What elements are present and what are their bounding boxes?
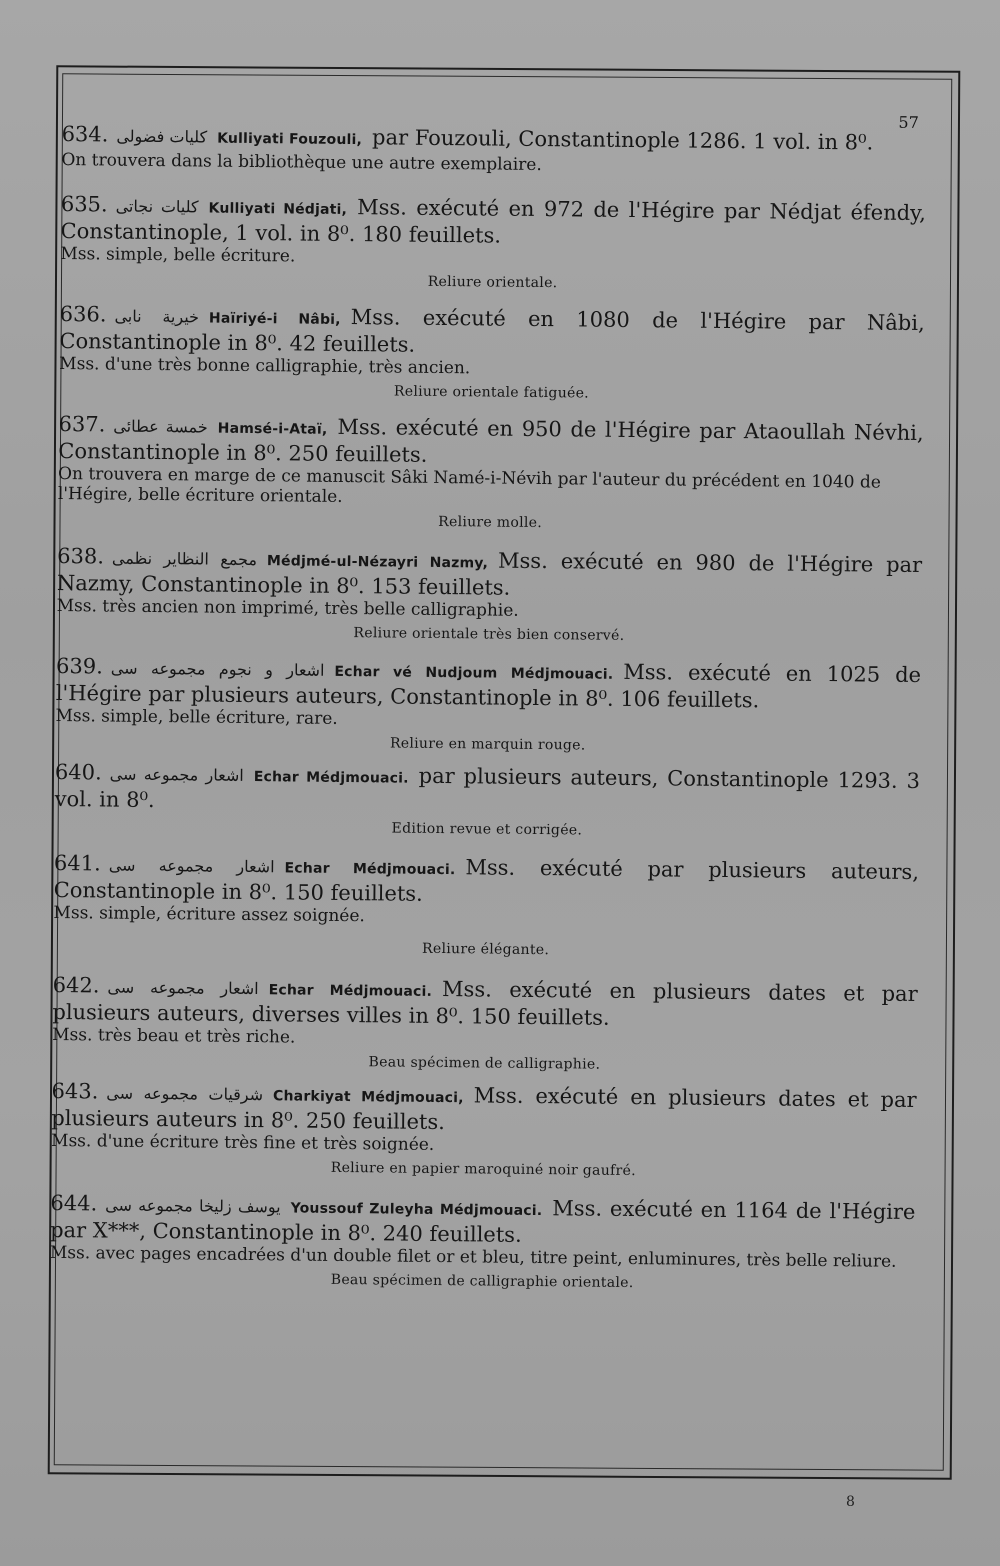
arabic-title: اشعار و نجوم مجموعه سى [110,658,325,680]
entry-text: Mss. exécuté en plusieurs dates et par plusieurs auteurs, diverses villes in 8⁰. 150 feuillets. [52,977,918,1030]
entry-text: par plusieurs auteurs, Constantinople 1293. 3 vol. in 8⁰. [54,763,921,813]
entry-note: Mss. simple, belle écriture. [60,243,296,267]
binding-note: Beau spécimen de calligraphie. [368,1054,601,1073]
entry-635 [60,192,926,295]
binding-note: Reliure élégante. [422,940,550,959]
entry-text: Mss. exécuté en plusieurs dates et par plusieurs auteurs in 8⁰. 250 feuillets. [51,1083,917,1135]
entry-number: 637. [58,411,106,437]
entry-title: Haïriyé-i Nâbi, [208,310,341,328]
signature-mark: 8 [846,1494,855,1510]
entry-note: On trouvera en marge de ce manuscit Sâki Namé-i-Névih par l'auteur du précédent en 1040 de l'Hégire, belle écriture orientale. [57,463,881,507]
arabic-title: خيرية نابى [114,306,200,327]
entry-title: Kulliyati Fouzouli, [217,130,363,149]
entry-note: Mss. d'une écriture très fine et très soignée. [50,1130,435,1155]
entry-number: 641. [53,850,101,876]
entry-640 [54,760,920,842]
entry-634 [61,122,926,179]
page-content [50,100,927,1294]
binding-note: Reliure orientale. [427,273,558,292]
entry-note: Mss. avec pages encadrées d'un double filet or et bleu, titre peint, enluminures, très belle reliure. [49,1242,897,1272]
page-number: 57 [898,112,919,132]
entry-text: Mss. exécuté en 972 de l'Hégire par Nédjat éfendy, Constantinople, 1 vol. in 8⁰. 180 feuillets. [60,195,927,248]
entry-638 [56,544,922,647]
entry-text: Mss. exécuté en 950 de l'Hégire par Ataoullah Névhi, Constantinople in 8⁰. 250 feuillets. [58,414,924,467]
entry-number: 634. [61,121,109,147]
entry-text: Mss. exécuté en 1164 de l'Hégire par X***, Constantinople in 8⁰. 240 feuillets. [50,1196,916,1247]
entry-642 [52,973,918,1076]
arabic-title: اشعار مجموعه سى [109,764,244,785]
entry-639 [55,654,921,757]
entry-text: Mss. exécuté en 980 de l'Hégire par Nazmy, Constantinople in 8⁰. 153 feuillets. [56,548,923,600]
entry-title: Hamsé-i-Ataï, [217,420,328,438]
entry-text: Mss. exécuté par plusieurs auteurs, Constantinople in 8⁰. 150 feuillets. [53,855,920,906]
entry-637 [58,412,924,535]
entry-643 [51,1079,917,1182]
entry-note: Mss. très ancien non imprimé, très belle calligraphie. [56,595,519,621]
entry-title: Echar Médjmouaci. [253,769,409,787]
entry-text: Mss. exécuté en 1080 de l'Hégire par Nâbi, Constantinople in 8⁰. 42 feuillets. [59,305,925,357]
entry-title: Echar vé Nudjoum Médjmouaci. [334,663,614,683]
arabic-title: خمسة عطائى [113,416,208,437]
entry-note: Mss. simple, écriture assez soignée. [53,902,365,927]
arabic-title: مجمع النظاير نظمى [111,548,258,570]
binding-note: Reliure orientale très bien conservé. [353,625,625,644]
entry-note: Mss. simple, belle écriture, rare. [55,705,338,729]
entry-title: Echar Médjmouaci. [284,860,456,879]
entry-number: 636. [59,301,107,327]
entry-number: 635. [60,191,108,217]
entry-note: On trouvera dans la bibliothèque une autre exemplaire. [61,149,542,176]
entry-number: 639. [55,653,103,679]
binding-note: Edition revue et corrigée. [391,820,583,839]
entry-number: 644. [50,1190,98,1216]
entry-number: 638. [57,543,105,569]
entry-title: Youssouf Zuleyha Médjmouaci. [290,1200,543,1220]
entry-number: 642. [52,972,100,998]
arabic-title: شرقيات مجموعه سى [106,1083,264,1105]
entry-title: Echar Médjmouaci. [268,982,433,1000]
arabic-title: كليات فضولى [116,126,208,147]
arabic-title: كليات نجاتى [115,196,199,217]
entry-note: Mss. d'une très bonne calligraphie, très ancien. [59,353,471,379]
entry-note: Mss. très beau et très riche. [52,1024,296,1048]
binding-note: Reliure orientale fatiguée. [393,383,590,402]
entry-title: Kulliyati Nédjati, [208,200,348,218]
binding-note: Reliure molle. [438,513,543,532]
arabic-title: اشعار مجموعه سى [107,977,259,999]
entry-number: 643. [51,1078,99,1104]
binding-note: Beau spécimen de calligraphie orientale. [330,1271,634,1292]
entry-title: Médjmé-ul-Nézayri Nazmy, [266,553,489,572]
entry-text: par Fouzouli, Constantinople 1286. 1 vol. in 8⁰. [371,125,874,155]
binding-note: Reliure en papier maroquiné noir gaufré. [330,1159,636,1180]
entry-text: Mss. exécuté en 1025 de l'Hégire par plusieurs auteurs, Constantinople in 8⁰. 106 feuillets. [55,659,922,713]
binding-note: Reliure en marquin rouge. [389,735,586,754]
entry-636 [59,302,925,405]
arabic-title: يوسف زليخا مجموعه سى [105,1195,281,1217]
arabic-title: اشعار مجموعه سى [108,855,275,877]
entry-title: Charkiyat Médjmouaci, [272,1088,464,1107]
entry-644 [50,1191,916,1294]
entry-641 [53,851,919,962]
entry-number: 640. [54,759,102,785]
